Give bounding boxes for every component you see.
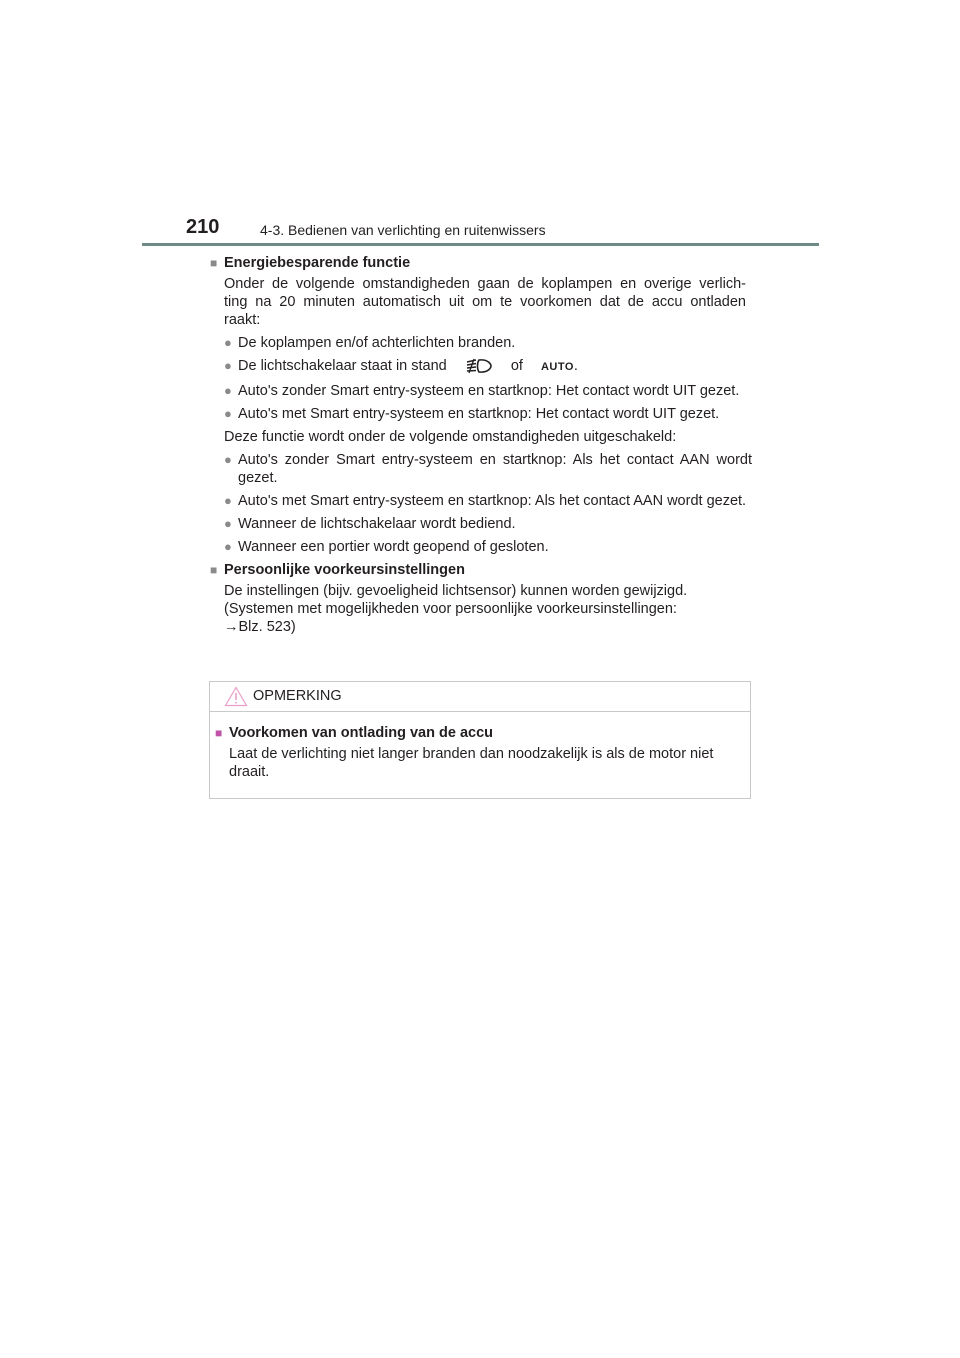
disable-intro: Deze functie wordt onder de volgende omstandigheden uitgeschakeld:	[224, 429, 677, 445]
page-reference-link[interactable]: Blz. 523)	[238, 619, 296, 635]
section-heading-energy: ■ Energiebesparende functie	[210, 255, 411, 271]
notice-title: OPMERKING	[253, 688, 342, 704]
list-item: ● Auto's zonder Smart entry-systeem en startknop: Het contact wordt UIT gezet.	[224, 383, 740, 399]
headlight-icon	[465, 357, 493, 375]
dot-bullet-icon: ●	[224, 358, 232, 373]
notice-header	[210, 682, 750, 712]
page-number: 210	[186, 216, 220, 238]
notice-body	[210, 712, 750, 781]
list-item: ● Auto's zonder Smart entry-systeem en startknop: Als het contact AAN wordt gezet.	[224, 452, 752, 486]
square-bullet-icon: ■	[210, 563, 218, 577]
intro-paragraph: Onder de volgende omstandigheden gaan de koplampen en overige verlich- ting na 20 minuten automatisch uit om te voorkomen dat de accu ontladen raakt:	[224, 276, 746, 328]
header-rule	[142, 243, 819, 246]
list-item: ● Auto's met Smart entry-systeem en startknop: Als het contact AAN wordt gezet.	[224, 493, 747, 509]
notice-heading: ■ Voorkomen van ontlading van de accu	[215, 725, 494, 741]
warning-triangle-icon	[224, 686, 248, 707]
square-bullet-icon: ■	[210, 256, 218, 270]
dot-bullet-icon: ●	[224, 452, 232, 467]
dot-bullet-icon: ●	[224, 406, 232, 421]
notice-text: Laat de verlichting niet langer branden dan noodzakelijk is als de motor niet draait.	[229, 746, 714, 780]
dot-bullet-icon: ●	[224, 493, 232, 508]
list-item: ● Wanneer een portier wordt geopend of gesloten.	[224, 539, 549, 555]
arrow-icon: →	[224, 619, 239, 635]
list-item: ● De lichtschakelaar staat in stand of AUTO.	[224, 358, 578, 374]
section-header: 4-3. Bedienen van verlichting en ruitenwissers	[260, 222, 546, 238]
dot-bullet-icon: ●	[224, 383, 232, 398]
dot-bullet-icon: ●	[224, 335, 232, 350]
preferences-paragraph: De instellingen (bijv. gevoeligheid lichtsensor) kunnen worden gewijzigd. (Systemen met mogelijkheden voor persoonlijke voorkeursinstellingen: →Blz. 523)	[224, 583, 688, 635]
list-item: ● De koplampen en/of achterlichten branden.	[224, 335, 516, 351]
section-heading-preferences: ■ Persoonlijke voorkeursinstellingen	[210, 562, 465, 578]
dot-bullet-icon: ●	[224, 539, 232, 554]
square-bullet-icon: ■	[215, 726, 223, 740]
list-item: ● Auto's met Smart entry-systeem en startknop: Het contact wordt UIT gezet.	[224, 406, 720, 422]
list-item: ● Wanneer de lichtschakelaar wordt bediend.	[224, 516, 516, 532]
auto-label: AUTO	[540, 361, 574, 373]
dot-bullet-icon: ●	[224, 516, 232, 531]
main-content	[210, 254, 752, 641]
notice-box	[209, 681, 751, 799]
